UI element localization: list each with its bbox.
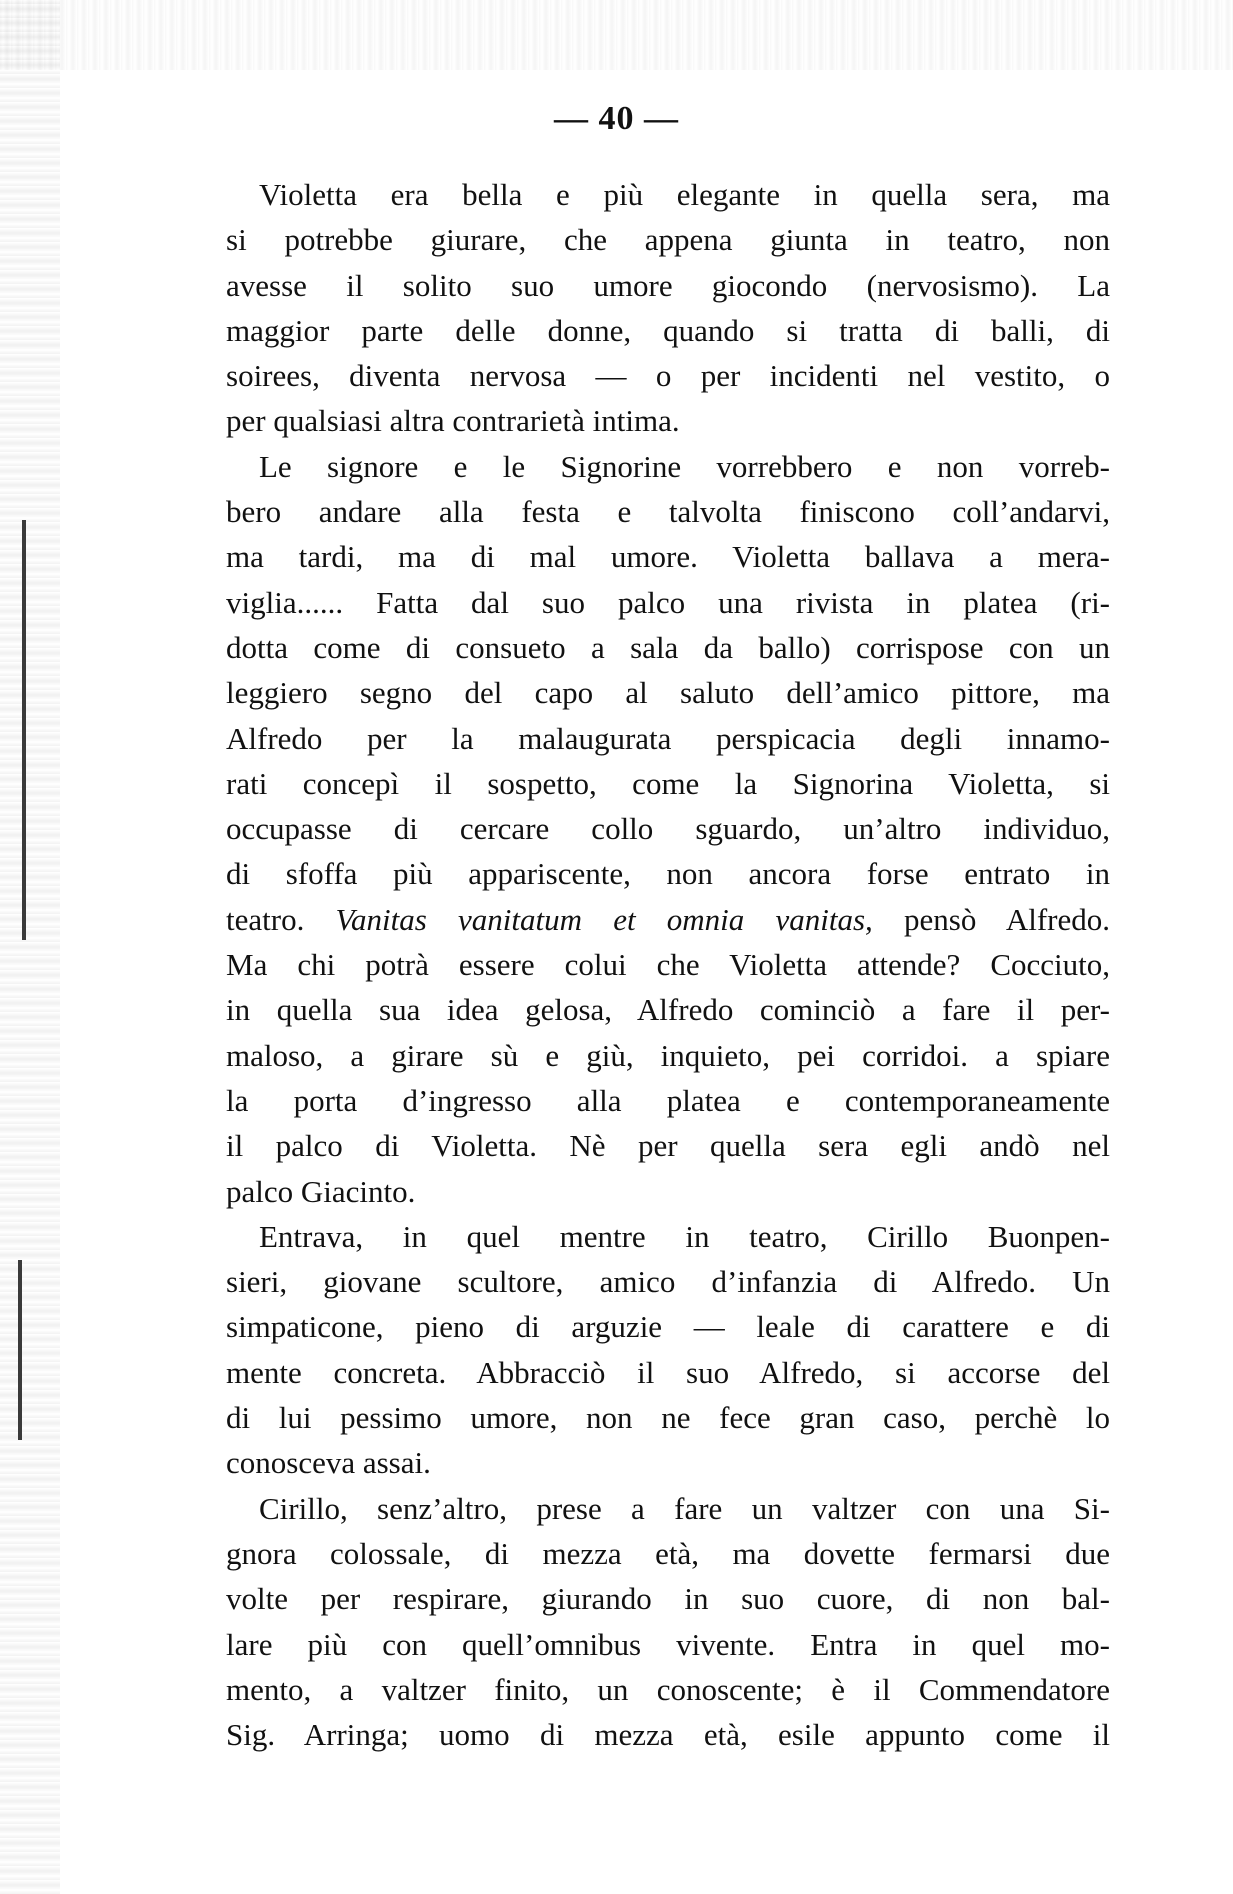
text-line: mente concreta. Abbracciò il suo Alfredo, si accorse del bbox=[226, 1354, 1110, 1390]
text-line: conosceva assai. bbox=[226, 1445, 431, 1481]
text-line: di sfoffa più appariscente, non ancora forse entrato in bbox=[226, 856, 1110, 892]
text-line: Le signore e le Signorine vorrebbero e non vorreb- bbox=[259, 448, 1110, 484]
text-line: ma tardi, ma di mal umore. Violetta ballava a mera- bbox=[226, 539, 1110, 575]
text-line: viglia...... Fatta dal suo palco una rivista in platea (ri- bbox=[226, 584, 1110, 620]
text-line: maggior parte delle donne, quando si tratta di balli, di bbox=[226, 312, 1110, 348]
paragraph bbox=[226, 444, 1110, 1214]
text-line: simpaticone, pieno di arguzie — leale di carattere e di bbox=[226, 1309, 1110, 1345]
text-line: per qualsiasi altra contrarietà intima. bbox=[226, 403, 680, 439]
scan-noise-left bbox=[0, 0, 60, 1894]
text-line: palco Giacinto. bbox=[226, 1173, 416, 1209]
text-line: rati concepì il sospetto, come la Signorina Violetta, si bbox=[226, 765, 1110, 801]
paragraph bbox=[226, 1214, 1110, 1486]
paragraph bbox=[226, 172, 1110, 444]
scan-noise-top bbox=[0, 0, 1233, 70]
binding-shadow bbox=[18, 1260, 22, 1440]
text-line: mento, a valtzer finito, un conoscente; è il Commendatore bbox=[226, 1671, 1110, 1707]
binding-shadow bbox=[22, 520, 26, 940]
paragraph bbox=[226, 1486, 1110, 1758]
text-line: leggiero segno del capo al saluto dell’amico pittore, ma bbox=[226, 675, 1110, 711]
text-line: di lui pessimo umore, non ne fece gran caso, perchè lo bbox=[226, 1400, 1110, 1436]
text-line: Cirillo, senz’altro, prese a fare un valtzer con una Si- bbox=[259, 1490, 1110, 1526]
text-line: soirees, diventa nervosa — o per incidenti nel vestito, o bbox=[226, 358, 1110, 394]
text-span: pensò Alfredo. bbox=[872, 901, 1110, 937]
text-line: volte per respirare, giurando in suo cuore, di non bal- bbox=[226, 1581, 1110, 1617]
text-line-with-italic bbox=[226, 897, 1110, 942]
text-line: maloso, a girare sù e giù, inquieto, pei corridoi. a spiare bbox=[226, 1037, 1110, 1073]
text-line: Sig. Arringa; uomo di mezza età, esile appunto come il bbox=[226, 1717, 1110, 1753]
text-line: la porta d’ingresso alla platea e contemporaneamente bbox=[226, 1082, 1110, 1118]
body-text bbox=[226, 172, 1110, 1757]
latin-quote: Vanitas vanitatum et omnia vanitas, bbox=[335, 901, 873, 937]
text-line: il palco di Violetta. Nè per quella sera egli andò nel bbox=[226, 1128, 1110, 1164]
text-line: dotta come di consueto a sala da ballo) corrispose con un bbox=[226, 629, 1110, 665]
text-line: Entrava, in quel mentre in teatro, Cirillo Buonpen- bbox=[259, 1218, 1110, 1254]
text-span: teatro. bbox=[226, 901, 336, 937]
page-number: — 40 — bbox=[554, 100, 679, 137]
text-line: Violetta era bella e più elegante in quella sera, ma bbox=[259, 177, 1110, 212]
text-line: si potrebbe giurare, che appena giunta in teatro, non bbox=[226, 222, 1110, 258]
text-line: occupasse di cercare collo sguardo, un’altro individuo, bbox=[226, 811, 1110, 847]
text-line: bero andare alla festa e talvolta finiscono coll’andarvi, bbox=[226, 494, 1110, 530]
text-line: Alfredo per la malaugurata perspicacia degli innamo- bbox=[226, 720, 1110, 756]
text-line: Ma chi potrà essere colui che Violetta attende? Cocciuto, bbox=[226, 947, 1110, 983]
text-line: gnora colossale, di mezza età, ma dovette fermarsi due bbox=[226, 1535, 1110, 1571]
text-line: sieri, giovane scultore, amico d’infanzia di Alfredo. Un bbox=[226, 1264, 1110, 1300]
text-line: in quella sua idea gelosa, Alfredo cominciò a fare il per- bbox=[226, 992, 1110, 1028]
text-line: avesse il solito suo umore giocondo (nervosismo). La bbox=[226, 267, 1110, 303]
text-line: lare più con quell’omnibus vivente. Entra in quel mo- bbox=[226, 1626, 1110, 1662]
